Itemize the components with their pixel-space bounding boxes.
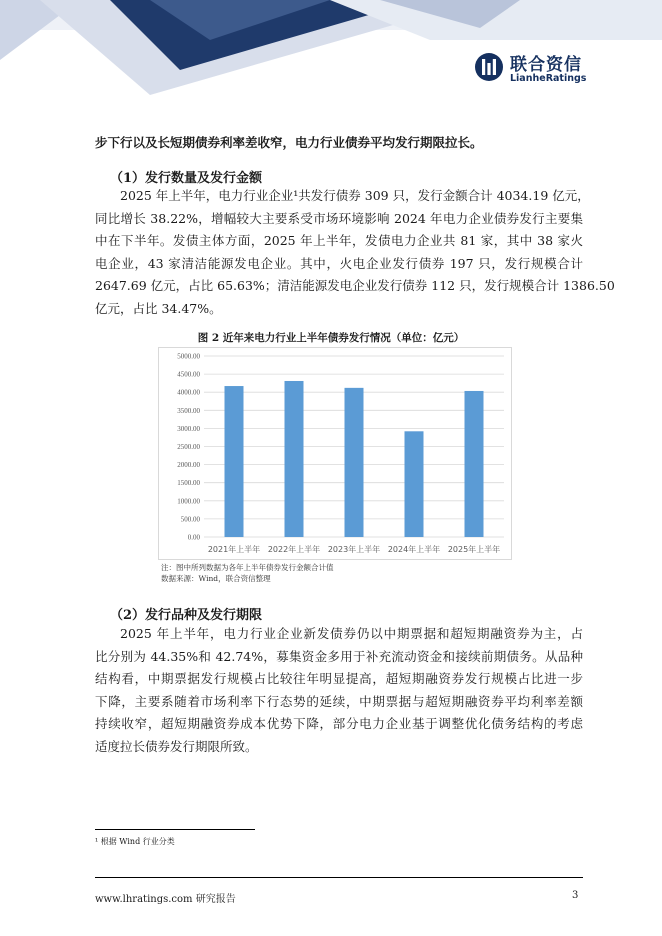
- paragraph-line: 同比增长 38.22%，增幅较大主要系受市场环境影响 2024 年电力企业债券发行主要集: [95, 210, 583, 226]
- section-2-title: （2）发行品种及发行期限: [110, 608, 263, 623]
- footnote: ¹ 根据 Wind 行业分类: [95, 837, 175, 846]
- figure-caption: 图 2 近年来电力行业上半年债券发行情况（单位：亿元）: [197, 332, 465, 344]
- paragraph-line: 比分别为 44.35%和 42.74%，募集资金多用于补充流动资金和接续前期债务。从品种: [95, 648, 583, 664]
- paragraph-line: 下降，主要系随着市场利率下行态势的延续，中期票据与超短期融资券平均利率差额: [95, 693, 583, 709]
- lead-sentence: 步下行以及长短期债券利率差收窄，电力行业债券平均发行期限拉长。: [95, 135, 483, 150]
- paragraph-line: 中在下半年。发债主体方面，2025 年上半年，发债电力企业共 81 家，其中 38 家火: [95, 233, 583, 248]
- logo-mark-icon: [474, 52, 504, 82]
- y-tick-label: 4000.00: [177, 388, 200, 397]
- footer-divider: [95, 877, 583, 878]
- figure-source: 数据来源：Wind，联合资信整理: [161, 574, 271, 583]
- paragraph-line: 2647.69 亿元，占比 65.63%；清洁能源发电企业发行债券 112 只，发行规模合计 1386.50: [95, 278, 615, 293]
- y-tick-label: 3000.00: [177, 424, 200, 433]
- y-tick-label: 2000.00: [177, 461, 200, 470]
- paragraph-line: 结构看，中期票据发行规模占比较往年明显提高，超短期融资券发行规模占比进一步: [95, 671, 583, 686]
- figure-note: 注：图中所列数据为各年上半年债券发行金额合计值: [161, 563, 334, 572]
- x-tick-label: 2024年上半年: [387, 545, 441, 554]
- bar: [225, 386, 244, 537]
- lianhe-logo: [474, 50, 594, 90]
- section-1-paragraph: [95, 185, 615, 320]
- footnote-divider: [95, 829, 255, 830]
- chart-frame: [159, 348, 512, 560]
- y-tick-label: 5000.00: [177, 352, 200, 361]
- page-number: 3: [572, 890, 579, 901]
- paragraph-line: 亿元，占比 34.47%。: [95, 300, 222, 316]
- logo-english-text: LianheRatings: [510, 73, 587, 84]
- bar: [405, 431, 424, 537]
- paragraph-line: 2025 年上半年，电力行业企业新发债券仍以中期票据和超短期融资券为主，占: [120, 626, 583, 641]
- bar: [345, 388, 364, 537]
- x-tick-label: 2025年上半年: [447, 545, 501, 554]
- y-tick-label: 2500.00: [177, 443, 200, 451]
- y-tick-label: 3500.00: [177, 406, 200, 415]
- section-1-title: （1）发行数量及发行金额: [110, 171, 263, 186]
- bar: [465, 391, 484, 537]
- logo-chinese-text: 联合资信: [510, 55, 582, 75]
- paragraph-line: 适度拉长债券发行期限所致。: [95, 738, 258, 754]
- paragraph-line: 电企业，43 家清洁能源发电企业。其中，火电企业发行债券 197 只，发行规模合计: [95, 255, 583, 271]
- section-2-paragraph: [95, 623, 583, 758]
- y-tick-label: 1500.00: [177, 479, 200, 488]
- y-tick-label: 4500.00: [177, 370, 200, 379]
- y-tick-label: 1000.00: [177, 497, 200, 506]
- paragraph-line: 持续收窄，超短期融资券成本优势下降，部分电力企业基于调整优化债务结构的考虑: [95, 716, 583, 731]
- y-tick-label: 500.00: [180, 515, 200, 524]
- bar-chart: [158, 347, 512, 560]
- paragraph-line: 2025 年上半年，电力行业企业¹共发行债券 309 只，发行金额合计 4034.19 亿元，: [120, 188, 590, 203]
- x-tick-label: 2021年上半年: [207, 545, 261, 554]
- footer-website: www.lhratings.com 研究报告: [95, 894, 236, 905]
- y-tick-label: 0.00: [187, 533, 200, 542]
- x-tick-label: 2023年上半年: [327, 545, 381, 554]
- x-tick-label: 2022年上半年: [267, 545, 321, 554]
- bar: [285, 381, 304, 537]
